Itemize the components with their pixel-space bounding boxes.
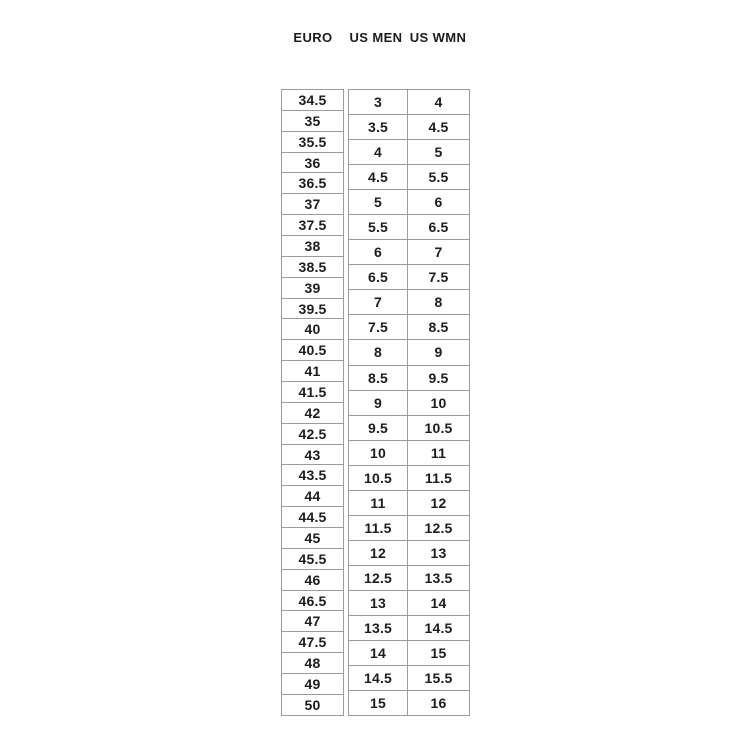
euro-size-column <box>281 89 344 716</box>
us-wmn-size-cell: 10 <box>408 391 469 416</box>
euro-size-cell: 40.5 <box>282 340 343 361</box>
column-header-us-wmn: US WMN <box>409 30 467 45</box>
us-men-size-cell: 9.5 <box>349 416 407 441</box>
euro-size-cell: 44.5 <box>282 507 343 528</box>
us-wmn-size-cell: 6.5 <box>408 215 469 240</box>
us-men-size-cell: 11 <box>349 491 407 516</box>
euro-size-cell: 43.5 <box>282 465 343 486</box>
euro-size-cell: 37.5 <box>282 215 343 236</box>
euro-size-cell: 40 <box>282 319 343 340</box>
us-men-size-cell: 4 <box>349 140 407 165</box>
us-wmn-size-cell: 12.5 <box>408 516 469 541</box>
euro-size-cell: 36.5 <box>282 173 343 194</box>
us-wmn-size-cell: 15.5 <box>408 666 469 691</box>
us-men-size-cell: 10.5 <box>349 466 407 491</box>
euro-size-cell: 35.5 <box>282 132 343 153</box>
euro-size-cell: 38.5 <box>282 257 343 278</box>
us-wmn-size-cell: 5.5 <box>408 165 469 190</box>
us-men-size-cell: 12 <box>349 541 407 566</box>
us-men-size-cell: 14 <box>349 641 407 666</box>
euro-size-cell: 47 <box>282 611 343 632</box>
us-wmn-size-cell: 8 <box>408 290 469 315</box>
us-wmn-size-cell: 11.5 <box>408 466 469 491</box>
euro-size-cell: 43 <box>282 445 343 466</box>
us-wmn-size-cell: 7 <box>408 240 469 265</box>
us-men-size-cell: 7 <box>349 290 407 315</box>
euro-size-cell: 48 <box>282 653 343 674</box>
euro-size-cell: 36 <box>282 153 343 174</box>
us-men-size-cell: 8 <box>349 340 407 365</box>
us-men-size-cell: 8.5 <box>349 366 407 391</box>
us-men-size-column <box>349 90 408 715</box>
euro-size-cell: 42.5 <box>282 424 343 445</box>
us-men-size-cell: 11.5 <box>349 516 407 541</box>
euro-size-cell: 49 <box>282 674 343 695</box>
us-wmn-size-column <box>408 90 469 715</box>
us-wmn-size-cell: 8.5 <box>408 315 469 340</box>
us-wmn-size-cell: 14.5 <box>408 616 469 641</box>
us-wmn-size-cell: 4.5 <box>408 115 469 140</box>
euro-size-cell: 38 <box>282 236 343 257</box>
us-wmn-size-cell: 10.5 <box>408 416 469 441</box>
us-men-size-cell: 6 <box>349 240 407 265</box>
us-wmn-size-cell: 9 <box>408 340 469 365</box>
euro-size-cell: 50 <box>304 696 321 713</box>
us-wmn-size-cell: 6 <box>408 190 469 215</box>
euro-size-cell: 39 <box>282 278 343 299</box>
us-wmn-size-cell: 11 <box>408 441 469 466</box>
euro-size-cell: 34.5 <box>282 90 343 111</box>
euro-size-cell: 46 <box>282 570 343 591</box>
us-men-size-cell: 3.5 <box>349 115 407 140</box>
euro-size-cell: 39.5 <box>282 299 343 320</box>
us-wmn-size-cell: 12 <box>408 491 469 516</box>
euro-size-cell: 42 <box>282 403 343 424</box>
us-wmn-size-cell: 7.5 <box>408 265 469 290</box>
us-men-size-cell: 13.5 <box>349 616 407 641</box>
us-wmn-size-cell: 15 <box>408 641 469 666</box>
us-men-size-cell: 13 <box>349 591 407 616</box>
us-wmn-size-cell: 9.5 <box>408 366 469 391</box>
us-men-size-cell: 7.5 <box>349 315 407 340</box>
euro-size-cell: 41.5 <box>282 382 343 403</box>
us-men-size-cell: 12.5 <box>349 566 407 591</box>
us-men-size-cell: 9 <box>349 391 407 416</box>
column-header-us-men: US MEN <box>349 30 403 45</box>
euro-size-cell: 35 <box>282 111 343 132</box>
euro-size-cell: 47.5 <box>282 632 343 653</box>
us-men-size-cell: 4.5 <box>349 165 407 190</box>
us-wmn-size-cell: 14 <box>408 591 469 616</box>
euro-size-cell: 37 <box>282 194 343 215</box>
euro-size-cell: 45.5 <box>282 549 343 570</box>
us-wmn-size-cell: 5 <box>408 140 469 165</box>
us-wmn-size-cell: 4 <box>408 90 469 115</box>
us-men-size-cell: 10 <box>349 441 407 466</box>
us-men-size-cell: 5 <box>349 190 407 215</box>
us-men-size-cell: 6.5 <box>349 265 407 290</box>
euro-size-cell: 44 <box>282 486 343 507</box>
us-size-table <box>348 89 470 716</box>
us-men-size-cell: 14.5 <box>349 666 407 691</box>
us-wmn-size-cell: 13 <box>408 541 469 566</box>
us-men-size-cell: 5.5 <box>349 215 407 240</box>
us-men-size-cell: 3 <box>349 90 407 115</box>
euro-size-cell: 45 <box>282 528 343 549</box>
column-header-euro: EURO <box>293 30 333 45</box>
euro-size-cell: 46.5 <box>282 591 343 612</box>
us-men-size-cell: 15 <box>370 695 386 712</box>
us-wmn-size-cell: 13.5 <box>408 566 469 591</box>
us-wmn-size-cell: 16 <box>430 695 447 712</box>
euro-size-cell: 41 <box>282 361 343 382</box>
